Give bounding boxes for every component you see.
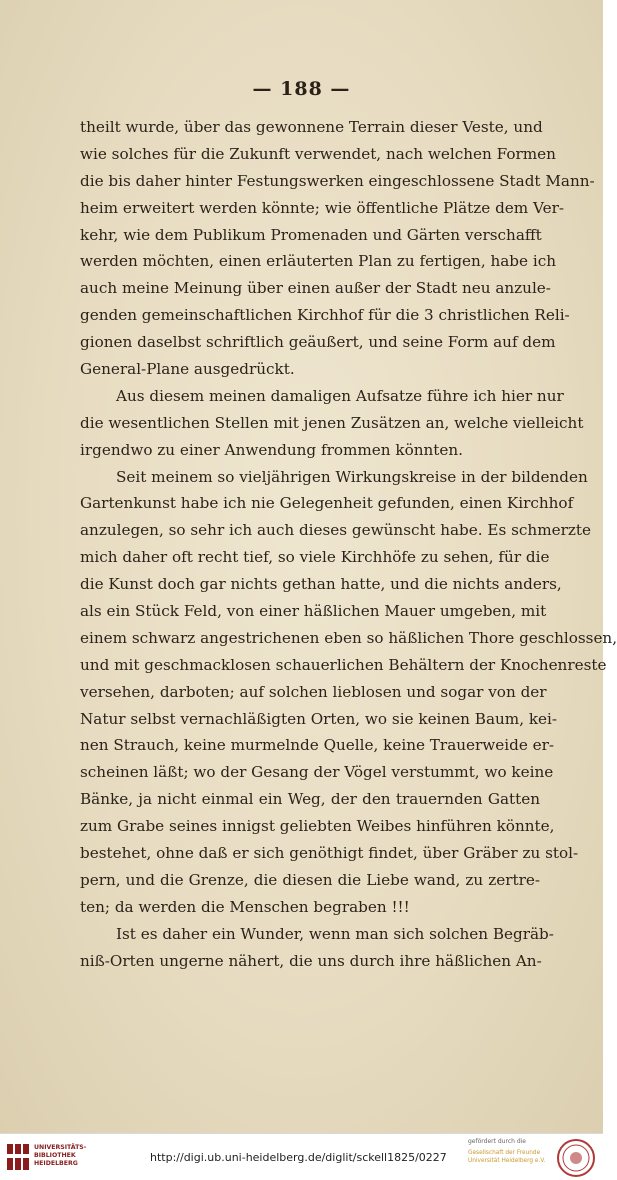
text-line: und mit geschmacklosen schauerlichen Behältern der Knochenreste [80,655,607,674]
text-line: als ein Stück Feld, von einer häßlichen Mauer umgeben, mit [80,602,547,621]
text-line: kehr, wie dem Publikum Promenaden und Gärten verschafft [80,225,542,244]
text-line: theilt wurde, über das gewonnene Terrain dieser Veste, und [80,118,543,136]
text-line: die wesentlichen Stellen mit jenen Zusätzen an, welche vielleicht [80,413,584,432]
text-line: auch meine Meinung über einen außer der Stadt neu anzule- [80,279,551,298]
text-line: die bis daher hinter Festungswerken eingeschlossene Stadt Mann- [80,171,595,190]
text-line: Gartenkunst habe ich nie Gelegenheit gefunden, einen Kirchhof [80,494,574,513]
library-name-line: BIBLIOTHEK [34,1152,76,1159]
text-line: die Kunst doch gar nichts gethan hatte, und die nichts anders, [80,575,562,594]
text-line: wie solches für die Zukunft verwendet, nach welchen Formen [80,144,556,163]
library-name-line: HEIDELBERG [34,1160,78,1167]
text-line: pern, und die Grenze, die diesen die Liebe wand, zu zertre- [80,870,540,889]
funded-by-label: gefördert durch die [468,1138,526,1145]
page-number: — 188 — [252,78,351,100]
text-line: General-Plane ausgedrückt. [80,360,295,379]
library-logo-icon [6,1142,30,1172]
text-line: Ist es daher ein Wunder, wenn man sich solchen Begräb- [116,924,554,943]
university-seal-icon [556,1138,596,1178]
text-line: versehen, darboten; auf solchen lieblosen und sogar von der [80,682,547,701]
sponsor-name[interactable] [468,1150,545,1165]
sponsor-name-line: Gesellschaft der Freunde [468,1150,541,1156]
text-line: mich daher oft recht tief, so viele Kirchhöfe zu sehen, für die [80,548,550,567]
text-line: nen Strauch, keine murmelnde Quelle, keine Trauerweide er- [80,736,555,755]
text-line: Natur selbst vernachläßigten Orten, wo sie keinen Baum, kei- [80,709,558,728]
text-line: niß-Orten ungerne nähert, die uns durch ihre häßlichen An- [80,951,542,970]
sponsor-name-line: Universität Heidelberg e.V. [468,1157,546,1164]
text-line: zum Grabe seines innigst geliebten Weibes hinführen könnte, [80,817,555,836]
text-line: Seit meinem so vieljährigen Wirkungskreise in der bildenden [116,467,588,486]
text-line: einem schwarz angestrichenen eben so häßlichen Thore geschlossen, [80,628,617,647]
library-name [34,1144,86,1168]
text-line: Aus diesem meinen damaligen Aufsatze führe ich hier nur [116,386,564,405]
text-line: anzulegen, so sehr ich auch dieses gewünscht habe. Es schmerzte [80,521,591,540]
text-line: ten; da werden die Menschen begraben !!! [80,897,410,916]
text-line: Bänke, ja nicht einmal ein Weg, der den trauernden Gatten [80,790,540,809]
text-line: irgendwo zu einer Anwendung frommen könnten. [80,440,464,459]
text-line: werden möchten, einen erläuterten Plan zu fertigen, habe ich [80,252,556,271]
text-line: gionen daselbst schriftlich geäußert, und seine Form auf dem [80,333,556,352]
text-line: heim erweitert werden könnte; wie öffentliche Plätze dem Ver- [80,198,564,217]
library-logo[interactable] [6,1140,87,1176]
permalink-url[interactable]: http://digi.ub.uni-heidelberg.de/diglit/sckell1825/0227 [150,1151,447,1164]
text-line: bestehet, ohne daß er sich genöthigt findet, über Gräber zu stol- [80,844,579,863]
body-text [80,114,617,975]
text-line: genden gemeinschaftlichen Kirchhof für die 3 christlichen Reli- [80,306,570,325]
text-line: scheinen läßt; wo der Gesang der Vögel verstummt, wo keine [80,763,554,782]
viewer-footer [0,1133,603,1180]
library-name-line: UNIVERSITÄTS- [34,1144,87,1151]
